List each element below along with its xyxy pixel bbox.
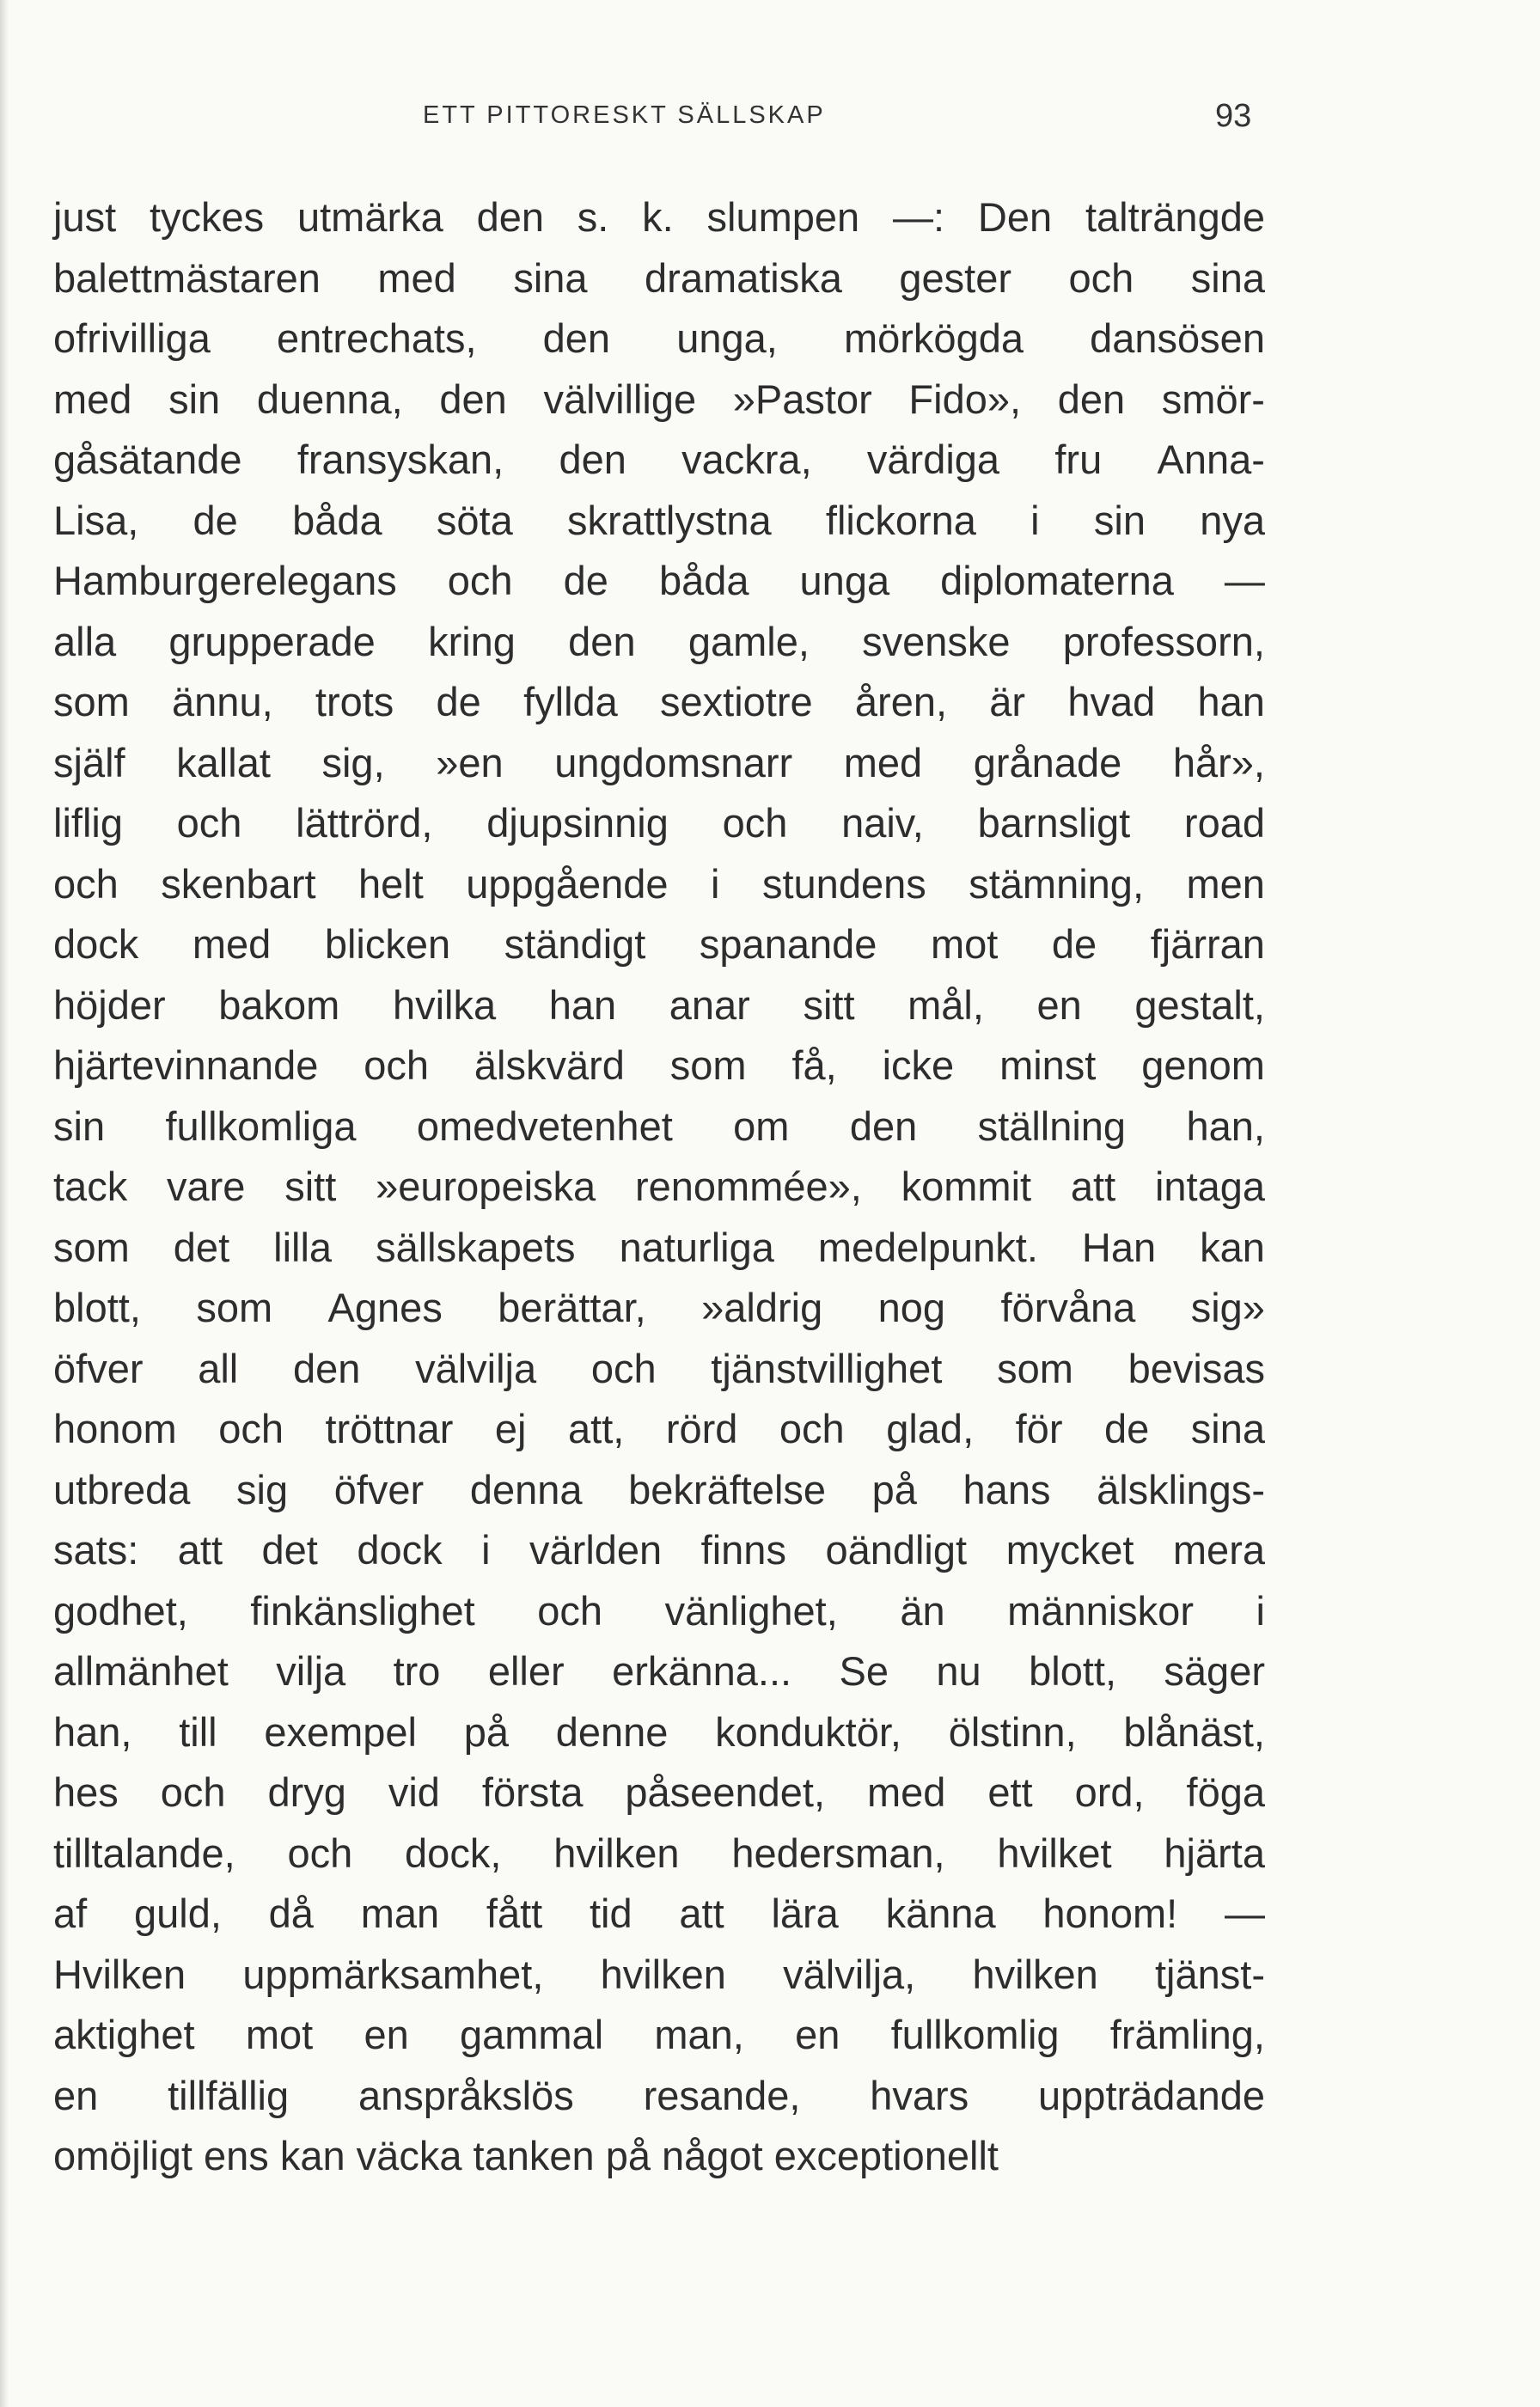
- word: och: [590, 1345, 657, 1391]
- word: människor: [1007, 1587, 1194, 1634]
- word: den: [559, 437, 626, 482]
- word: vare: [167, 1164, 246, 1209]
- word: sin: [168, 376, 221, 422]
- word: första: [481, 1769, 584, 1815]
- word: Lisa,: [53, 497, 139, 543]
- text-line: [53, 551, 1265, 612]
- word: han,: [1186, 1103, 1265, 1149]
- word: åren,: [854, 679, 948, 724]
- word: tjänstvillighet: [711, 1345, 943, 1391]
- text-line: [53, 1762, 1265, 1824]
- word: ölstinn,: [948, 1708, 1077, 1755]
- word: en: [795, 2012, 840, 2057]
- word: godhet,: [53, 1587, 188, 1634]
- word: få,: [791, 1042, 837, 1088]
- word: flickorna: [825, 497, 976, 543]
- word: fransyskan,: [296, 437, 504, 482]
- word: med: [377, 254, 456, 301]
- running-title: ETT PITTORESKT SÄLLSKAP: [423, 101, 826, 129]
- text-line: [53, 1339, 1265, 1400]
- text-line: [53, 733, 1265, 794]
- word: dryg: [267, 1769, 346, 1815]
- word: gestalt,: [1134, 981, 1265, 1028]
- word: höjder: [53, 981, 166, 1028]
- word: hjärta: [1164, 1830, 1265, 1876]
- word: den: [439, 376, 507, 422]
- word: tack: [53, 1164, 128, 1209]
- word: djupsinnig: [486, 800, 669, 846]
- word: Han: [1081, 1224, 1157, 1270]
- word: ständigt: [504, 921, 646, 967]
- word: hvilken: [972, 1951, 1098, 1997]
- word: blicken: [324, 921, 451, 967]
- word: främling,: [1109, 2012, 1265, 2057]
- word: konduktör,: [715, 1708, 901, 1755]
- text-line: [53, 2066, 1265, 2127]
- word: de: [563, 558, 608, 603]
- word: med: [192, 921, 272, 967]
- word: det: [261, 1527, 318, 1573]
- word: hvilken: [553, 1830, 680, 1876]
- word: ännu,: [172, 679, 273, 724]
- word: som: [196, 1285, 273, 1330]
- word: och: [176, 800, 242, 846]
- word: det: [173, 1224, 230, 1270]
- word: dock: [53, 921, 139, 967]
- word: välvilja: [415, 1345, 537, 1391]
- text-line: [53, 370, 1265, 431]
- word: då: [268, 1891, 314, 1936]
- word: skenbart: [161, 860, 316, 907]
- word: denna: [469, 1466, 583, 1512]
- word: helt: [358, 860, 424, 907]
- word: trots: [315, 679, 394, 724]
- word: ofrivilliga: [53, 315, 211, 361]
- word: mycket: [1005, 1527, 1134, 1573]
- word: med: [866, 1769, 946, 1815]
- word: intaga: [1154, 1164, 1265, 1209]
- word: älskvärd: [474, 1042, 625, 1088]
- word: kan: [1200, 1224, 1265, 1270]
- word: nog: [877, 1285, 946, 1330]
- word: slumpen: [706, 194, 860, 240]
- word: mål,: [908, 981, 984, 1028]
- word: känna: [885, 1891, 996, 1936]
- word: dansösen: [1090, 315, 1265, 361]
- word: nya: [1200, 497, 1265, 543]
- word: tillfällig: [168, 2072, 290, 2118]
- word: blott,: [53, 1285, 141, 1330]
- text-line: [53, 1884, 1265, 1945]
- word: kommit: [901, 1164, 1032, 1209]
- word: att: [177, 1527, 223, 1573]
- word: säger: [1164, 1648, 1265, 1694]
- word: medelpunkt.: [817, 1224, 1038, 1270]
- text-line: [53, 1702, 1265, 1763]
- word: och: [537, 1587, 602, 1634]
- word: fullkomliga: [165, 1103, 357, 1149]
- word: fru: [1054, 437, 1103, 482]
- word: hjärtevinnande: [53, 1042, 319, 1088]
- text-line: [53, 1520, 1265, 1581]
- word: entrechats,: [276, 315, 477, 361]
- word: är: [989, 679, 1026, 724]
- word: man,: [654, 2012, 744, 2057]
- word: och: [160, 1769, 226, 1815]
- word: Se: [839, 1648, 889, 1694]
- word: erkänna...: [612, 1648, 792, 1694]
- word: bakom: [218, 981, 340, 1028]
- word: mera: [1172, 1527, 1265, 1573]
- word: uppmärksamhet,: [242, 1951, 544, 1997]
- word: kring: [428, 618, 516, 664]
- word: naturliga: [619, 1224, 774, 1270]
- word: till: [179, 1708, 217, 1755]
- text-line: [53, 612, 1265, 673]
- word: med: [843, 739, 923, 785]
- word: i: [1030, 497, 1040, 543]
- text-line: [53, 1641, 1265, 1702]
- word: hvilket: [997, 1830, 1112, 1876]
- word: mot: [930, 921, 999, 967]
- word: resande,: [643, 2072, 801, 2118]
- word: s.: [577, 194, 609, 240]
- text-line: [53, 793, 1265, 854]
- word: stämning,: [969, 860, 1145, 907]
- word: tjänst-: [1154, 1951, 1265, 1997]
- word: sin: [1093, 497, 1146, 543]
- word: tyckes: [149, 194, 265, 240]
- text-line: [53, 309, 1265, 370]
- word: utmärka: [296, 194, 443, 240]
- word: ungdomsnarr: [554, 739, 793, 785]
- word: »en: [436, 739, 504, 785]
- word: ord,: [1074, 1769, 1145, 1815]
- word: söta: [436, 497, 513, 543]
- word: bevisas: [1128, 1345, 1265, 1391]
- word: hvilken: [600, 1951, 726, 1997]
- word: omedvetenhet: [416, 1103, 673, 1149]
- word: »aldrig: [701, 1285, 823, 1330]
- word: ej: [494, 1406, 527, 1451]
- word: sig,: [321, 739, 385, 785]
- word: allmänhet: [53, 1648, 229, 1694]
- text-line: [53, 1945, 1265, 2006]
- word: lättrörd,: [296, 800, 433, 846]
- word: nu: [936, 1648, 981, 1694]
- word: just: [53, 194, 117, 240]
- word: och: [287, 1830, 353, 1876]
- word: fullkomlig: [890, 2012, 1060, 2057]
- word: sällskapets: [376, 1224, 576, 1270]
- word: »Pastor: [732, 376, 872, 422]
- word: uppgående: [466, 860, 669, 907]
- word: älsklings-: [1097, 1466, 1265, 1512]
- word: att,: [568, 1406, 625, 1451]
- word: smör-: [1161, 376, 1265, 422]
- word: vackra,: [681, 437, 812, 482]
- word: hår»,: [1172, 739, 1265, 785]
- word: välvillige: [543, 376, 697, 422]
- word: duenna,: [256, 376, 403, 422]
- word: att: [679, 1891, 724, 1936]
- text-line: [53, 975, 1265, 1036]
- text-line: [53, 854, 1265, 915]
- text-line: [53, 1157, 1265, 1218]
- text-line: [53, 248, 1265, 309]
- word: öfver: [333, 1466, 425, 1512]
- word: finkänslighet: [250, 1587, 475, 1634]
- word: sats:: [53, 1527, 139, 1573]
- word: anspråkslös: [358, 2072, 574, 2118]
- word: och: [447, 558, 513, 603]
- word: och: [779, 1406, 845, 1451]
- word: minst: [999, 1042, 1097, 1088]
- word: tröttnar: [325, 1406, 454, 1451]
- page-number: 93: [1215, 98, 1252, 134]
- word: den: [542, 315, 611, 361]
- word: tid: [590, 1891, 632, 1936]
- word: en: [364, 2012, 409, 2057]
- word: grånade: [973, 739, 1122, 785]
- word: guld,: [133, 1891, 222, 1936]
- word: på: [463, 1708, 509, 1755]
- text-line: [53, 914, 1265, 975]
- text-line: [53, 1581, 1265, 1642]
- word: skrattlystna: [566, 497, 772, 543]
- word: och: [1068, 254, 1134, 301]
- word: en: [53, 2072, 99, 2118]
- word: fått: [486, 1891, 543, 1936]
- word: unga: [799, 558, 890, 603]
- word: hes: [53, 1769, 119, 1815]
- word: gåsätande: [53, 437, 242, 482]
- word: Hvilken: [53, 1951, 186, 1997]
- word: vilja: [276, 1648, 346, 1694]
- word: blott,: [1029, 1648, 1117, 1694]
- word: finns: [700, 1527, 786, 1573]
- word: på: [871, 1466, 917, 1512]
- word: sitt: [803, 981, 855, 1028]
- word: hvad: [1067, 679, 1156, 724]
- word: med: [53, 376, 132, 422]
- word: hvars: [870, 2072, 969, 2118]
- word: professorn,: [1062, 618, 1265, 664]
- word: en: [1036, 981, 1082, 1028]
- word: Anna-: [1157, 437, 1265, 482]
- text-line: [53, 1097, 1265, 1158]
- running-head: [0, 98, 1540, 144]
- word: sitt: [284, 1164, 337, 1209]
- word: »europeiska: [376, 1164, 596, 1209]
- word: spanande: [699, 921, 877, 967]
- word: diplomaterna: [940, 558, 1174, 603]
- word: sig: [236, 1466, 289, 1512]
- word: blånäst,: [1123, 1708, 1265, 1755]
- word: Den: [977, 194, 1053, 240]
- text-line: [53, 187, 1265, 248]
- text-line: [53, 1035, 1265, 1097]
- text-line: [53, 672, 1265, 733]
- word: grupperade: [168, 618, 376, 664]
- text-line: [53, 491, 1265, 552]
- word: Fido»,: [908, 376, 1022, 422]
- word: gamle,: [688, 618, 810, 664]
- text-line: [53, 430, 1265, 491]
- word: påseendet,: [625, 1769, 825, 1815]
- word: lilla: [273, 1224, 333, 1270]
- word: värdiga: [866, 437, 1000, 482]
- word: tro: [393, 1648, 441, 1694]
- word: glad,: [886, 1406, 975, 1451]
- word: ställning: [977, 1103, 1127, 1149]
- word: den: [292, 1345, 361, 1391]
- word: vänlighet,: [664, 1587, 838, 1634]
- text-line: [53, 1278, 1265, 1339]
- word: mot: [245, 2012, 314, 2057]
- text-line: [53, 1460, 1265, 1521]
- word: och: [53, 860, 119, 907]
- word: men: [1186, 860, 1265, 907]
- text-line: [53, 1218, 1265, 1279]
- word: de: [1051, 921, 1097, 967]
- word: anar: [669, 981, 750, 1028]
- word: i: [711, 860, 720, 907]
- word: de: [1103, 1406, 1150, 1451]
- word: som: [53, 1224, 130, 1270]
- word: gammal: [459, 2012, 604, 2057]
- word: af: [53, 1891, 88, 1936]
- word: stundens: [761, 860, 926, 907]
- word: fjärran: [1150, 921, 1265, 967]
- word: i: [481, 1527, 491, 1573]
- word: Hamburgerelegans: [53, 558, 397, 603]
- word: båda: [658, 558, 749, 603]
- word: liflig: [53, 800, 123, 846]
- word: svenske: [862, 618, 1011, 664]
- word: öfver: [53, 1345, 144, 1391]
- word: road: [1183, 800, 1265, 846]
- word: utbreda: [53, 1466, 191, 1512]
- word: och: [364, 1042, 430, 1088]
- text-line: omöjligt ens kan väcka tanken på något exceptionellt: [53, 2133, 999, 2178]
- word: —:: [893, 194, 945, 240]
- word: den: [1057, 376, 1126, 422]
- word: den: [568, 618, 636, 664]
- word: hans: [962, 1466, 1051, 1512]
- word: som: [53, 679, 130, 724]
- word: fyllda: [523, 679, 618, 724]
- word: bekräftelse: [628, 1466, 827, 1512]
- word: dramatiska: [645, 254, 842, 301]
- word: sextiotre: [660, 679, 813, 724]
- word: i: [1256, 1587, 1265, 1634]
- word: icke: [882, 1042, 955, 1088]
- word: föga: [1186, 1769, 1265, 1815]
- word: mörkögda: [843, 315, 1024, 361]
- word: honom!: [1042, 1891, 1178, 1936]
- word: båda: [292, 497, 382, 543]
- word: honom: [53, 1406, 177, 1451]
- word: att: [1070, 1164, 1116, 1209]
- word: världen: [529, 1527, 663, 1573]
- page-edge: [0, 0, 9, 2407]
- word: som: [669, 1042, 747, 1088]
- word: välvilja,: [783, 1951, 916, 1997]
- word: som: [997, 1345, 1073, 1391]
- word: sina: [513, 254, 588, 301]
- word: naiv,: [841, 800, 924, 846]
- word: talträngde: [1085, 194, 1265, 240]
- word: han,: [53, 1708, 132, 1755]
- word: dock,: [405, 1830, 502, 1876]
- word: exempel: [264, 1708, 417, 1755]
- word: och: [218, 1406, 284, 1451]
- word: alla: [53, 618, 117, 664]
- text-line: [53, 1824, 1265, 1885]
- word: sina: [1190, 1406, 1265, 1451]
- word: genom: [1141, 1042, 1265, 1088]
- word: själf: [53, 739, 125, 785]
- word: oändligt: [825, 1527, 968, 1573]
- word: sig»: [1190, 1285, 1265, 1330]
- word: eller: [487, 1648, 565, 1694]
- word: han: [548, 981, 617, 1028]
- word: berättar,: [498, 1285, 646, 1330]
- word: —: [1224, 1891, 1265, 1936]
- word: k.: [642, 194, 674, 240]
- word: och: [722, 800, 788, 846]
- word: den: [849, 1103, 918, 1149]
- word: dock: [357, 1527, 443, 1573]
- word: hvilka: [392, 981, 497, 1028]
- word: uppträdande: [1038, 2072, 1265, 2118]
- word: aktighet: [53, 2012, 195, 2057]
- word: barnsligt: [977, 800, 1131, 846]
- word: tilltalande,: [53, 1830, 235, 1876]
- word: unga,: [676, 315, 778, 361]
- word: balettmästaren: [53, 254, 321, 301]
- text-line: [53, 1399, 1265, 1460]
- word: sin: [53, 1103, 106, 1149]
- word: ett: [987, 1769, 1033, 1815]
- word: förvåna: [1000, 1285, 1136, 1330]
- word: gester: [899, 254, 1012, 301]
- word: denne: [555, 1708, 669, 1755]
- word: än: [900, 1587, 945, 1634]
- word: för: [1015, 1406, 1063, 1451]
- word: hedersman,: [731, 1830, 945, 1876]
- word: de: [436, 679, 481, 724]
- word: rörd: [665, 1406, 738, 1451]
- word: sina: [1190, 254, 1265, 301]
- word: han: [1197, 679, 1265, 724]
- word: —: [1224, 558, 1265, 603]
- text-line: [53, 2005, 1265, 2066]
- word: lära: [771, 1891, 839, 1936]
- body-text: [53, 187, 1265, 2187]
- word: all: [198, 1345, 239, 1391]
- word: vid: [388, 1769, 440, 1815]
- word: man: [360, 1891, 440, 1936]
- word: Agnes: [327, 1285, 443, 1330]
- word: den: [476, 194, 544, 240]
- word: de: [192, 497, 238, 543]
- word: kallat: [176, 739, 271, 785]
- word: om: [733, 1103, 790, 1149]
- word: renommée»,: [634, 1164, 862, 1209]
